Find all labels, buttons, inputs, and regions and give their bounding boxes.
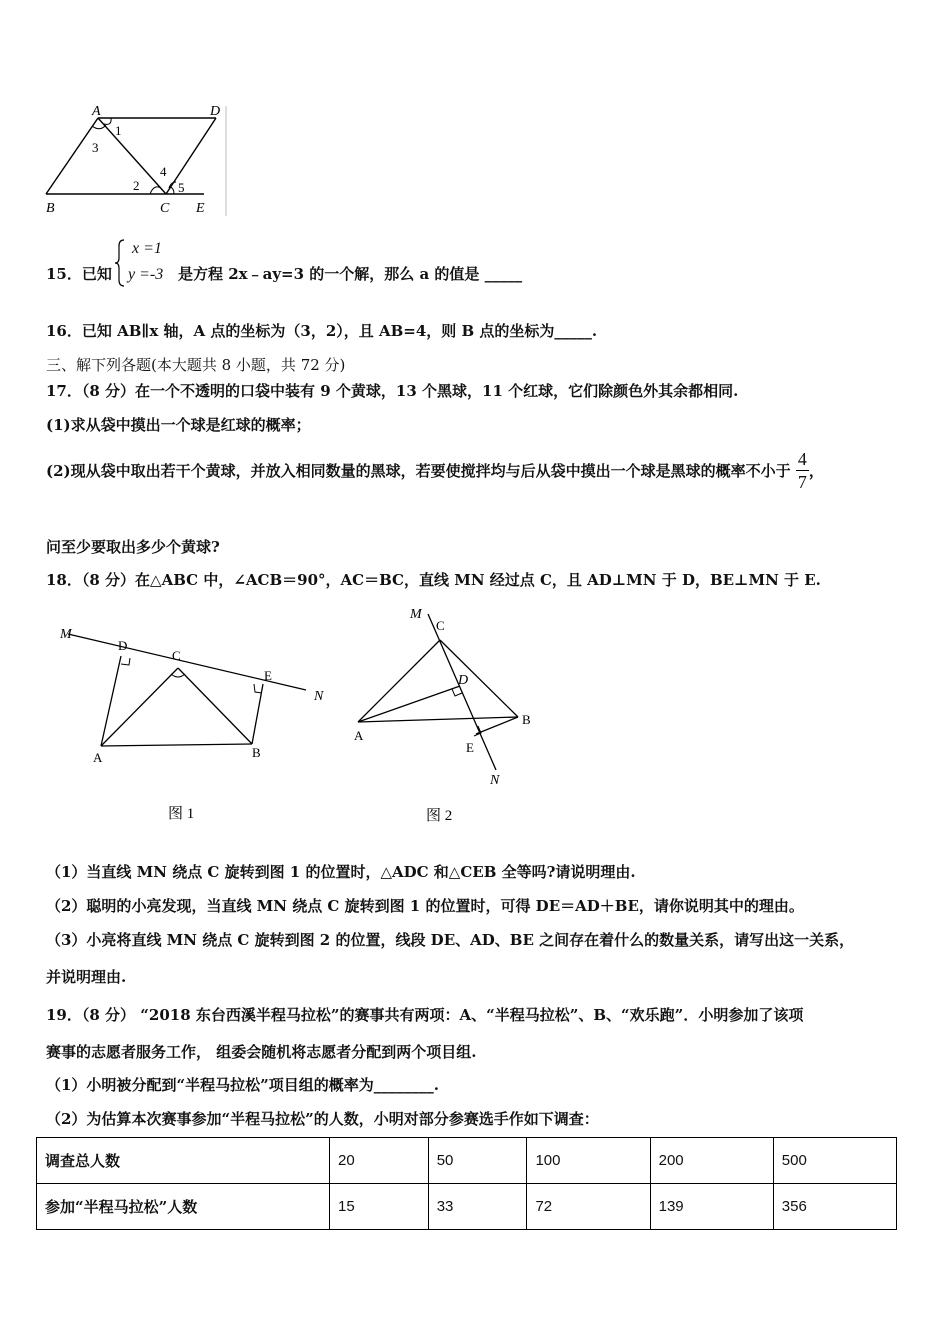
angle-2: 2 <box>133 178 140 193</box>
question-18-part3: （3）小亮将直线 MN 绕点 C 旋转到图 2 的位置，线段 DE、AD、BE 之间存在着什么的数量关系，请写出这一关系， <box>46 931 855 949</box>
brace-icon <box>114 238 126 288</box>
angle-4: 4 <box>160 164 167 179</box>
table-cell: 500 <box>773 1138 896 1184</box>
fig2-label-n: N <box>490 773 500 788</box>
fig2-label-b: B <box>522 712 531 727</box>
q15-prefix: 15．已知 <box>46 265 112 283</box>
angle-1: 1 <box>115 123 122 138</box>
table-cell: 20 <box>330 1138 429 1184</box>
fraction-4-7: $\frac{4}{7}$ <box>797 449 807 492</box>
question-18-part3-cont: 并说明理由. <box>46 968 127 986</box>
fig2-caption: 图 2 <box>426 808 453 824</box>
fig2-label-d: D <box>458 673 469 688</box>
question-18-part1: （1）当直线 MN 绕点 C 旋转到图 1 的位置时，△ADC 和△CEB 全等吗?请说明理由. <box>46 863 636 881</box>
label-c: C <box>160 201 170 216</box>
question-17-part2: (2)现从袋中取出若干个黄球，并放入相同数量的黑球，若要使搅拌均与后从袋中摸出一个球是黑球的概率不小于 $\frac{4}{7}$ ， <box>46 449 824 492</box>
fig2-label-e: E <box>466 740 474 755</box>
question-19-stem: 19．（8 分） “2018 东台西溪半程马拉松”的赛事共有两项：A、“半程马拉松”、B、“欢乐跑”．小明参加了该项 <box>46 1006 804 1024</box>
label-b: B <box>46 201 55 216</box>
fig2-label-m: M <box>410 607 422 622</box>
fig1-label-c: C <box>172 648 181 663</box>
q15-text: 是方程 2x﹣ay=3 的一个解，那么 a 的值是 _____ <box>178 265 523 283</box>
question-17-part2-cont: 问至少要取出多少个黄球? <box>46 538 220 556</box>
fig1-label-d: D <box>118 638 128 653</box>
question-17-stem: 17．（8 分）在一个不透明的口袋中装有 9 个黄球，13 个黑球，11 个红球，它们除颜色外其余都相同. <box>46 382 739 400</box>
fig1-label-e: E <box>264 668 272 683</box>
table-cell: 200 <box>650 1138 773 1184</box>
fig1-label-n: N <box>314 689 324 704</box>
table-row <box>37 1184 897 1230</box>
table-row <box>37 1138 897 1184</box>
label-d: D <box>210 104 221 119</box>
table-cell: 72 <box>527 1184 650 1230</box>
fig2-label-a: A <box>354 728 364 743</box>
angle-3: 3 <box>92 140 99 155</box>
fig1-label-a: A <box>93 750 103 765</box>
table-cell: 50 <box>428 1138 527 1184</box>
q19-blank: ________ <box>373 1076 434 1094</box>
question-19-stem-cont: 赛事的志愿者服务工作， 组委会随机将志愿者分配到两个项目组. <box>46 1043 477 1061</box>
fig1-label-m: M <box>60 627 72 642</box>
fig1-label-b: B <box>252 745 261 760</box>
table-cell: 15 <box>330 1184 429 1230</box>
table-header-total: 调查总人数 <box>37 1138 330 1184</box>
figure-2 <box>348 600 548 830</box>
question-19-part1: （1）小明被分配到“半程马拉松”项目组的概率为________. <box>46 1076 439 1094</box>
angle-5: 5 <box>178 180 185 195</box>
q16-blank: _____ <box>554 322 592 340</box>
question-18-part2: （2）聪明的小亮发现，当直线 MN 绕点 C 旋转到图 1 的位置时，可得 DE＝AD＋BE，请你说明其中的理由。 <box>46 897 804 915</box>
section-3-title: 三、解下列各题(本大题共 8 小题，共 72 分) <box>46 356 346 374</box>
question-17-part1: (1)求从袋中摸出一个球是红球的概率； <box>46 416 311 434</box>
table-header-participants: 参加“半程马拉松”人数 <box>37 1184 330 1230</box>
figure-1 <box>56 622 346 832</box>
label-e: E <box>196 201 205 216</box>
q15-eq2: y =-3 <box>128 266 164 283</box>
question-16: 16．已知 AB∥x 轴，A 点的坐标为（3，2），且 AB=4，则 B 点的坐标为_____. <box>46 322 598 340</box>
question-18-stem: 18．（8 分）在△ABC 中，∠ACB＝90°，AC＝BC，直线 MN 经过点 C，且 AD⊥MN 于 D，BE⊥MN 于 E. <box>46 571 821 589</box>
parallelogram-figure <box>40 104 230 216</box>
q16-text: 16．已知 AB∥x 轴，A 点的坐标为（3，2），且 AB=4，则 B 点的坐标为 <box>46 322 555 340</box>
q15-blank: _____ <box>484 265 523 283</box>
table-cell: 100 <box>527 1138 650 1184</box>
table-cell: 33 <box>428 1184 527 1230</box>
label-a: A <box>92 104 101 119</box>
table-cell: 139 <box>650 1184 773 1230</box>
q15-eq1: x =1 <box>132 240 162 257</box>
table-cell: 356 <box>773 1184 896 1230</box>
fig2-label-c: C <box>436 618 445 633</box>
fig1-caption: 图 1 <box>168 806 195 822</box>
survey-table <box>36 1137 897 1230</box>
question-19-part2: （2）为估算本次赛事参加“半程马拉松”的人数，小明对部分参赛选手作如下调查： <box>46 1110 599 1128</box>
